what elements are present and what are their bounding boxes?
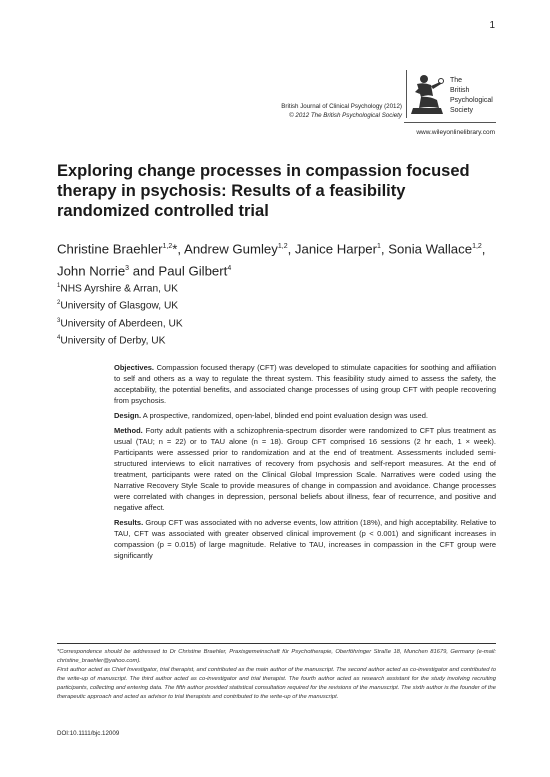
affiliation-number: 2 bbox=[57, 300, 61, 307]
abstract bbox=[114, 362, 496, 565]
abstract-section bbox=[114, 362, 496, 406]
author-affil-mark: 1,2 bbox=[162, 243, 173, 250]
author-name: John Norrie bbox=[57, 263, 126, 279]
abstract-section bbox=[114, 517, 496, 561]
header-rule bbox=[404, 122, 496, 123]
affiliation-number: 3 bbox=[57, 317, 61, 324]
author-separator: , bbox=[177, 241, 185, 257]
footnote-paragraph: First author acted as Chief Investigator, trial therapist, and contributed as the main author of the manuscript. The second author acted as co-investigator and contributed to the write-up of manuscript. The third author acted as co-investigator and trial therapist. The fourth author acted as research assistant for the study involving recruiting participants, collecting and entering data. The fifth author provided statistical consultation required for the revisions of the manuscript. The sixth author is the founder of the therapeutic approach and acted as advisor to trial therapists and contributed to the write-up of the manuscript. bbox=[57, 667, 496, 700]
author-affil-mark: 3 bbox=[125, 265, 130, 273]
footnote-rule bbox=[57, 643, 496, 644]
author-affil-mark: 1,2 bbox=[277, 243, 288, 250]
article-title: Exploring change processes in compassion focused therapy in psychosis: Results of a feasibility randomized controlled trial bbox=[57, 162, 470, 220]
seated-figure-icon bbox=[407, 70, 447, 118]
journal-copyright: © 2012 The British Psychological Society bbox=[289, 112, 402, 119]
affiliation-number: 4 bbox=[57, 335, 61, 342]
abstract-heading: Objectives. bbox=[114, 363, 155, 372]
abstract-text: Compassion focused therapy (CFT) was developed to stimulate capacities for soothing and affiliation to self and others as a way to regulate the threat system. This feasibility study aimed to assess the safety, the acceptability, the potential benefits, and associated change processes of using group CFT with people recovering from psychosis. bbox=[114, 363, 496, 405]
affiliation-text: NHS Ayrshire & Arran, UK bbox=[60, 283, 178, 295]
affiliation bbox=[57, 314, 183, 331]
author-separator: , bbox=[287, 241, 295, 257]
society-line: Psychological bbox=[450, 97, 493, 104]
society-line: Society bbox=[450, 107, 473, 114]
footnote-paragraph: *Correspondence should be addressed to Dr Christine Braehler, Praxisgemeinschaft für Psychotherapie, Oberföhringer Straße 18, Munchen 81679, Germany (e-mail: christine_braehler@yahoo.com). bbox=[57, 649, 496, 664]
author-affil-mark: 1 bbox=[377, 243, 381, 250]
author-separator: and bbox=[129, 263, 159, 279]
author-affil-mark: 4 bbox=[227, 265, 232, 273]
affiliation-text: University of Aberdeen, UK bbox=[60, 318, 183, 330]
footnote bbox=[57, 648, 496, 702]
author-list bbox=[57, 237, 497, 282]
abstract-section bbox=[114, 410, 496, 421]
abstract-text: Forty adult patients with a schizophrenia-spectrum disorder were randomized to CFT plus treatment as usual (TAU; n = 22) or to TAU alone (n = 18). Group CFT comprised 16 sessions (2 hr each, 1 × week). Participants were assessed prior to randomization and at the end of treatment. Assessments included semi-structured interviews to elicit narratives of recovery from psychosis and self-report measures. At the end of treatment, participants were rated on the Clinical Global Impression Scale. Narratives were coded using the Narrative Recovery Style Scale to provide measures of change in compassion and avoidance. Change processes were correlated with changes in depression, personal beliefs about illness, fear of recurrence, and positive and negative affect. bbox=[114, 426, 496, 512]
affiliation-number: 1 bbox=[57, 283, 61, 289]
website-link[interactable]: www.wileyonlinelibrary.com bbox=[416, 129, 495, 136]
abstract-text: Group CFT was associated with no adverse events, low attrition (18%), and high acceptability. Relative to TAU, CFT was associated with greater observed clinical improvement (p < 0.001) and significant increases in compassion (p = 0.015) of large magnitude. Relative to TAU, increases in compassion in the CFT group were significantly bbox=[114, 518, 496, 560]
journal-info bbox=[281, 102, 402, 120]
abstract-heading: Method. bbox=[114, 426, 143, 435]
author-name: Andrew Gumley bbox=[184, 241, 278, 257]
author-name: Sonia Wallace bbox=[388, 241, 473, 257]
society-line: The bbox=[450, 77, 463, 84]
society-name bbox=[450, 76, 493, 116]
author-affil-mark: 1,2 bbox=[472, 243, 482, 250]
affiliation bbox=[57, 279, 183, 296]
affiliation-text: University of Glasgow, UK bbox=[60, 300, 179, 312]
author-separator: , bbox=[481, 241, 486, 257]
doi[interactable]: DOI:10.1111/bjc.12009 bbox=[57, 730, 120, 737]
affiliation bbox=[57, 296, 183, 313]
society-logo bbox=[406, 70, 447, 118]
affiliation-list bbox=[57, 279, 183, 349]
author-separator: , bbox=[380, 241, 389, 257]
abstract-heading: Design. bbox=[114, 411, 142, 420]
society-line: British bbox=[450, 87, 470, 94]
abstract-text: A prospective, randomized, open-label, blinded end point evaluation design was used. bbox=[142, 411, 428, 420]
abstract-heading: Results. bbox=[114, 518, 144, 527]
page-number: 1 bbox=[489, 20, 495, 31]
journal-name: British Journal of Clinical Psychology (2012) bbox=[281, 103, 402, 110]
abstract-section bbox=[114, 425, 496, 513]
author-name: Janice Harper bbox=[294, 241, 378, 257]
author-name: Paul Gilbert bbox=[158, 263, 228, 279]
author-name: Christine Braehler bbox=[57, 241, 163, 257]
corresponding-mark: * bbox=[172, 241, 178, 257]
affiliation bbox=[57, 331, 183, 348]
affiliation-text: University of Derby, UK bbox=[60, 335, 166, 347]
